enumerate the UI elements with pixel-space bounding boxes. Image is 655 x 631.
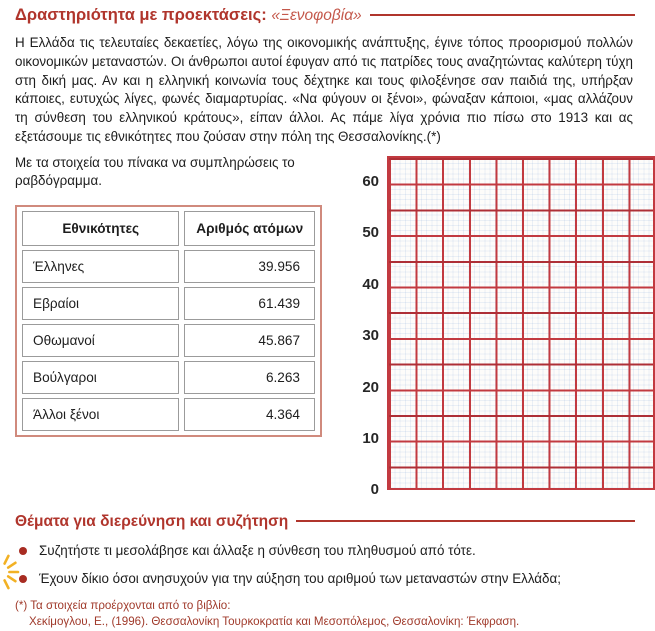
footnote [15,598,635,631]
y-axis-label: 20 [362,378,379,396]
table-row [22,287,315,320]
y-axis-label: 60 [362,172,379,190]
chart-grid [387,156,655,490]
discussion-item [19,570,635,588]
table-row [22,398,315,431]
count-cell: 61.439 [184,287,315,320]
count-cell: 6.263 [184,361,315,394]
nationality-cell: Άλλοι ξένοι [22,398,179,431]
left-column [15,154,350,504]
nationality-cell: Έλληνες [22,250,179,283]
footnote-source-line: (*) Τα στοιχεία προέρχονται από το βιβλίο: [15,598,231,612]
table-row [22,250,315,283]
discussion-item-text: Έχουν δίκιο όσοι ανησυχούν για την αύξηση του αριθμού των μεταναστών στην Ελλάδα; [39,570,561,586]
heading-rule [370,14,635,16]
bar-chart [350,156,655,504]
table-row [22,324,315,357]
y-axis-label: 50 [362,224,379,242]
count-cell: 39.956 [184,250,315,283]
activity-title: Δραστηριότητα με προεκτάσεις: [15,6,267,24]
intro-paragraph: Η Ελλάδα τις τελευταίες δεκαετίες, λόγω της οικονομικής ανάπτυξης, έγινε τόπος προορισμού πολλών οικονομικών μεταναστών. Οι άνθρωποι αυτοί έφυγαν από τις πατρίδες τους αναζητώντας καλύτερη τύχη στη δική μας. Αν και η ελληνική κοινωνία τους δέχτηκε και τους φιλοξένησε σαν παιδιά της, υπήρξαν κάποιες, ευτυχώς λίγες, φωνές διαμαρτυρίας. «Να φύγουν οι ξένοι», φώναξαν κάποιοι, «μας αλλάζουν τη σύνθεση του ελληνικού κράτους», είπαν άλλοι. Ας πάμε λίγα χρόνια πιο πίσω στο 1913 και ας εξετάσουμε τις εθνικότητες που ζούσαν στην πόλη της Θεσσαλονίκης.(*) [15,35,633,144]
table-header-row [22,211,315,246]
activity-title-row [15,6,362,25]
activity-subtitle: «Ξενοφοβία» [271,7,362,24]
discussion-section [15,513,635,588]
table-row [22,361,315,394]
table-header-nationalities: Εθνικότητες [22,211,179,246]
count-cell: 4.364 [184,398,315,431]
y-axis-labels [350,156,382,516]
chart-instruction: Με τα στοιχεία του πίνακα να συμπληρώσεις το ραβδόγραμμα. [15,154,295,189]
discussion-item-text: Συζητήστε τι μεσολάβησε και άλλαξε η σύνθεση του πληθυσμού από τότε. [39,542,476,558]
discussion-heading-row [15,513,635,531]
count-cell: 45.867 [184,324,315,357]
nationalities-table [15,205,322,437]
nationality-cell: Εβραίοι [22,287,179,320]
discussion-item [19,542,635,560]
discussion-list [15,542,635,588]
y-axis-label: 0 [370,481,379,499]
activity-heading [15,6,635,25]
nationality-cell: Οθωμανοί [22,324,179,357]
sun-rays-icon [0,549,21,595]
discussion-rule [296,520,635,522]
footnote-citation-line: Χεκίμογλου, Ε., (1996). Θεσσαλονίκη Τουρκοκρατία και Μεσοπόλεμος, Θεσσαλονίκη: Έκφραση. [29,615,520,629]
y-axis-label: 30 [362,327,379,345]
table-header-count: Αριθμός ατόμων [184,211,315,246]
y-axis-label: 40 [362,275,379,293]
y-axis-label: 10 [362,429,379,447]
middle-section [15,154,635,504]
discussion-heading: Θέματα για διερεύνηση και συζήτηση [15,512,289,530]
nationality-cell: Βούλγαροι [22,361,179,394]
